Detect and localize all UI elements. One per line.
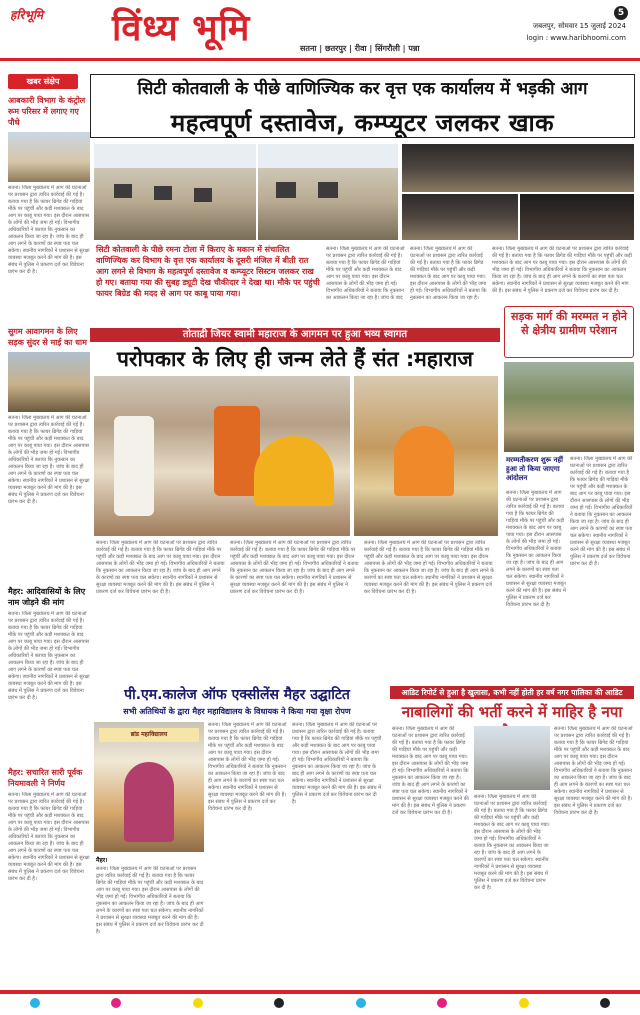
- college-inauguration-photo: [94, 722, 204, 852]
- sidebar-photo: [8, 352, 90, 412]
- sidebar-body: सतना। जिला मुख्यालय में आग की घटनाओं पर प्रशासन द्वारा त्वरित कार्रवाई की गई है। बताया गया है कि फायर ब्रिगेड की गाड़ियां मौके पर पहुंचीं और कड़ी मशक्कत के बाद आग पर काबू पाया गया। इस दौरान आसपास के लोगों की भीड़ जमा हो गई। विभागीय अधिकारियों ने बताया कि नुकसान का आकलन किया जा रहा है। जांच के बाद ही आग लगने के कारणों का स्पष्ट पता चल सकेगा। स्थानीय नागरिकों ने प्रशासन से सुरक्षा व्यवस्था मजबूत करने की मांग की है। इस संबंध में पुलिस ने प्रकरण दर्ज कर विवेचना प्रारंभ कर दी है।: [8, 611, 90, 701]
- brand-logo: हरिभूमि: [10, 8, 44, 22]
- edition-date: जबलपुर, सोमवार 15 जुलाई 2024: [532, 22, 626, 30]
- college-location: मैहर।: [96, 857, 108, 864]
- college-subheadline: सभी अतिथियों के द्वारा मैहर महाविद्यालय के विधायक ने किया गया वृक्षा रोपण: [123, 707, 351, 716]
- black-dot: [274, 998, 284, 1008]
- road-body: सतना। जिला मुख्यालय में आग की घटनाओं पर प्रशासन द्वारा त्वरित कार्रवाई की गई है। बताया गया है कि फायर ब्रिगेड की गाड़ियां मौके पर पहुंचीं और कड़ी मशक्कत के बाद आग पर काबू पाया गया। इस दौरान आसपास के लोगों की भीड़ जमा हो गई। विभागीय अधिकारियों ने बताया कि नुकसान का आकलन किया जा रहा है। जांच के बाद ही आग लगने के कारणों का स्पष्ट पता चल सकेगा। स्थानीय नागरिकों ने प्रशासन से सुरक्षा व्यवस्था मजबूत करने की मांग की है। इस संबंध में पुलिस ने प्रकरण दर्ज कर विवेचना प्रारंभ कर दी है।: [570, 456, 633, 567]
- audit-headline: नाबालिगों की भर्ती करने में माहिर है नपा: [401, 703, 623, 721]
- burnt-office-photo: [402, 194, 518, 240]
- college-photo-banner: ब्रांड महाविद्यालय: [99, 728, 199, 742]
- fire-building-photo: [258, 144, 398, 240]
- burnt-office-photo: [520, 194, 634, 240]
- sidebar-headline: आबकारी विभाग के कंट्रोल रूम परिसर में लगाए गए पौधे: [8, 96, 86, 127]
- damaged-road-photo: [504, 362, 634, 452]
- registration-marks: [0, 996, 640, 1010]
- sant-body: सतना। जिला मुख्यालय में आग की घटनाओं पर प्रशासन द्वारा त्वरित कार्रवाई की गई है। बताया गया है कि फायर ब्रिगेड की गाड़ियां मौके पर पहुंचीं और कड़ी मशक्कत के बाद आग पर काबू पाया गया। इस दौरान आसपास के लोगों की भीड़ जमा हो गई। विभागीय अधिकारियों ने बताया कि नुकसान का आकलन किया जा रहा है। जांच के बाद ही आग लगने के कारणों का स्पष्ट पता चल सकेगा। स्थानीय नागरिकों ने प्रशासन से सुरक्षा व्यवस्था मजबूत करने की मांग की है। इस संबंध में पुलिस ने प्रकरण दर्ज कर विवेचना प्रारंभ कर दी है।: [230, 540, 359, 595]
- website-link[interactable]: login : www.haribhoomi.com: [526, 34, 626, 42]
- sant-headline: परोपकार के लिए ही जन्म लेते हैं संत :महाराज: [116, 347, 474, 371]
- magenta-dot: [111, 998, 121, 1008]
- road-body: सतना। जिला मुख्यालय में आग की घटनाओं पर प्रशासन द्वारा त्वरित कार्रवाई की गई है। बताया गया है कि फायर ब्रिगेड की गाड़ियां मौके पर पहुंचीं और कड़ी मशक्कत के बाद आग पर काबू पाया गया। इस दौरान आसपास के लोगों की भीड़ जमा हो गई। विभागीय अधिकारियों ने बताया कि नुकसान का आकलन किया जा रहा है। जांच के बाद ही आग लगने के कारणों का स्पष्ट पता चल सकेगा। स्थानीय नागरिकों ने प्रशासन से सुरक्षा व्यवस्था मजबूत करने की मांग की है। इस संबंध में पुलिस ने प्रकरण दर्ज कर विवेचना प्रारंभ कर दी है।: [506, 490, 566, 608]
- audit-kicker: आडिट रिपोर्ट से हुआ है खुलासा, कभी नहीं होती हर वर्ष नगर पालिका की आडिट: [390, 686, 634, 699]
- lead-photo-caption: सिटी कोतवाली के पीछे रमना टोला में किराए के मकान में संचालित वाणिज्यिक कर विभाग के वृत्त एक कार्यालय के दूसरी मंजिल में बीती रात आग लगने से विभाग के महत्वपूर्ण दस्तावेज व कम्प्यूटर सिस्टम जलकर राख हो गए। बताया गया की सुबह ड्यूटी देख चौकीदार ने देखा था। मौके पर पहुंची फायर बिग्रेड की मदद से आग पर काबू पाया गया।: [96, 245, 320, 298]
- magenta-dot: [437, 998, 447, 1008]
- fire-building-photo: [94, 144, 256, 240]
- masthead-divider: [0, 58, 640, 61]
- sant-puja-photo: [354, 376, 498, 536]
- cyan-dot: [356, 998, 366, 1008]
- page-number: 5: [614, 6, 628, 20]
- sant-body: सतना। जिला मुख्यालय में आग की घटनाओं पर प्रशासन द्वारा त्वरित कार्रवाई की गई है। बताया गया है कि फायर ब्रिगेड की गाड़ियां मौके पर पहुंचीं और कड़ी मशक्कत के बाद आग पर काबू पाया गया। इस दौरान आसपास के लोगों की भीड़ जमा हो गई। विभागीय अधिकारियों ने बताया कि नुकसान का आकलन किया जा रहा है। जांच के बाद ही आग लगने के कारणों का स्पष्ट पता चल सकेगा। स्थानीय नागरिकों ने प्रशासन से सुरक्षा व्यवस्था मजबूत करने की मांग की है। इस संबंध में पुलिस ने प्रकरण दर्ज कर विवेचना प्रारंभ कर दी है।: [96, 540, 225, 595]
- audit-body: सतना। जिला मुख्यालय में आग की घटनाओं पर प्रशासन द्वारा त्वरित कार्रवाई की गई है। बताया गया है कि फायर ब्रिगेड की गाड़ियां मौके पर पहुंचीं और कड़ी मशक्कत के बाद आग पर काबू पाया गया। इस दौरान आसपास के लोगों की भीड़ जमा हो गई। विभागीय अधिकारियों ने बताया कि नुकसान का आकलन किया जा रहा है। जांच के बाद ही आग लगने के कारणों का स्पष्ट पता चल सकेगा। स्थानीय नागरिकों ने प्रशासन से सुरक्षा व्यवस्था मजबूत करने की मांग की है। इस संबंध में पुलिस ने प्रकरण दर्ज कर विवेचना प्रारंभ कर दी है।: [392, 726, 469, 816]
- lead-body: सतना। जिला मुख्यालय में आग की घटनाओं पर प्रशासन द्वारा त्वरित कार्रवाई की गई है। बताया गया है कि फायर ब्रिगेड की गाड़ियां मौके पर पहुंचीं और कड़ी मशक्कत के बाद आग पर काबू पाया गया। इस दौरान आसपास के लोगों की भीड़ जमा हो गई। विभागीय अधिकारियों ने बताया कि नुकसान का आकलन किया जा रहा है। जांच के बाद: [326, 246, 405, 300]
- college-body: सतना। जिला मुख्यालय में आग की घटनाओं पर प्रशासन द्वारा त्वरित कार्रवाई की गई है। बताया गया है कि फायर ब्रिगेड की गाड़ियां मौके पर पहुंचीं और कड़ी मशक्कत के बाद आग पर काबू पाया गया। इस दौरान आसपास के लोगों की भीड़ जमा हो गई। विभागीय अधिकारियों ने बताया कि नुकसान का आकलन किया जा रहा है। जांच के बाद ही आग लगने के कारणों का स्पष्ट पता चल सकेगा। स्थानीय नागरिकों ने प्रशासन से सुरक्षा व्यवस्था मजबूत करने की मांग की है। इस संबंध में पुलिस ने प्रकरण दर्ज कर विवेचना प्रारंभ कर दी है।: [292, 722, 382, 805]
- sidebar-body: सतना। जिला मुख्यालय में आग की घटनाओं पर प्रशासन द्वारा त्वरित कार्रवाई की गई है। बताया गया है कि फायर ब्रिगेड की गाड़ियां मौके पर पहुंचीं और कड़ी मशक्कत के बाद आग पर काबू पाया गया। इस दौरान आसपास के लोगों की भीड़ जमा हो गई। विभागीय अधिकारियों ने बताया कि नुकसान का आकलन किया जा रहा है। जांच के बाद ही आग लगने के कारणों का स्पष्ट पता चल सकेगा। स्थानीय नागरिकों ने प्रशासन से सुरक्षा व्यवस्था मजबूत करने की मांग की है। इस संबंध में पुलिस ने प्रकरण दर्ज कर विवेचना प्रारंभ कर दी है।: [8, 792, 90, 882]
- college-body: सतना। जिला मुख्यालय में आग की घटनाओं पर प्रशासन द्वारा त्वरित कार्रवाई की गई है। बताया गया है कि फायर ब्रिगेड की गाड़ियां मौके पर पहुंचीं और कड़ी मशक्कत के बाद आग पर काबू पाया गया। इस दौरान आसपास के लोगों की भीड़ जमा हो गई। विभागीय अधिकारियों ने बताया कि नुकसान का आकलन किया जा रहा है। जांच के बाद ही आग लगने के कारणों का स्पष्ट पता चल सकेगा। स्थानीय नागरिकों ने प्रशासन से सुरक्षा व्यवस्था मजबूत करने की मांग की है। इस संबंध में पुलिस ने प्रकरण दर्ज कर विवेचना प्रारंभ कर दी है।: [96, 866, 204, 935]
- sidebar-photo: [8, 132, 90, 182]
- sidebar-headline: मैहर: आदिवासियों के लिए नाम जोड़ने की मांग: [8, 587, 86, 607]
- edition-cities: सतना | छतरपुर | रीवा | सिंगरौली | पन्ना: [300, 44, 420, 53]
- road-headline: सड़क मार्ग की मरम्मत न होने से क्षेत्रीय ग्रामीण परेशान: [511, 310, 627, 337]
- sidebar-headline: मैहर: सचारित सारी पूर्वक नियमावली ने निर्णय: [8, 768, 83, 788]
- yellow-dot: [519, 998, 529, 1008]
- black-dot: [600, 998, 610, 1008]
- lead-body: सतना। जिला मुख्यालय में आग की घटनाओं पर प्रशासन द्वारा त्वरित कार्रवाई की गई है। बताया गया है कि फायर ब्रिगेड की गाड़ियां मौके पर पहुंचीं और कड़ी मशक्कत के बाद आग पर काबू पाया गया। इस दौरान आसपास के लोगों की भीड़ जमा हो गई। विभागीय अधिकारियों ने बताया कि नुकसान का आकलन किया जा रहा है। जांच के बाद ही आग लगने के कारणों का स्पष्ट पता चल सकेगा। स्थानीय नागरिकों ने प्रशासन से सुरक्षा व्यवस्था मजबूत करने की मांग की है। इस संबंध में पुलिस ने प्रकरण दर्ज कर विवेचना प्रारंभ कर दी है।: [492, 246, 632, 294]
- road-subhead: मरम्मतीकरण शुरू नहीं हुआ तो किया जाएगा आंदोलन: [506, 456, 563, 482]
- sidebar-body: सतना। जिला मुख्यालय में आग की घटनाओं पर प्रशासन द्वारा त्वरित कार्रवाई की गई है। बताया गया है कि फायर ब्रिगेड की गाड़ियां मौके पर पहुंचीं और कड़ी मशक्कत के बाद आग पर काबू पाया गया। इस दौरान आसपास के लोगों की भीड़ जमा हो गई। विभागीय अधिकारियों ने बताया कि नुकसान का आकलन किया जा रहा है। जांच के बाद ही आग लगने के कारणों का स्पष्ट पता चल सकेगा। स्थानीय नागरिकों ने प्रशासन से सुरक्षा व्यवस्था मजबूत करने की मांग की है। इस संबंध में पुलिस ने प्रकरण दर्ज कर विवेचना प्रारंभ कर दी है।: [8, 415, 90, 505]
- sant-welcome-photo: [94, 376, 350, 536]
- lead-kicker: सिटी कोतवाली के पीछे वाणिज्यिक कर वृत्त एक कार्यालय में भड़की आग: [137, 79, 588, 99]
- cyan-dot: [30, 998, 40, 1008]
- audit-body: सतना। जिला मुख्यालय में आग की घटनाओं पर प्रशासन द्वारा त्वरित कार्रवाई की गई है। बताया गया है कि फायर ब्रिगेड की गाड़ियां मौके पर पहुंचीं और कड़ी मशक्कत के बाद आग पर काबू पाया गया। इस दौरान आसपास के लोगों की भीड़ जमा हो गई। विभागीय अधिकारियों ने बताया कि नुकसान का आकलन किया जा रहा है। जांच के बाद ही आग लगने के कारणों का स्पष्ट पता चल सकेगा। स्थानीय नागरिकों ने प्रशासन से सुरक्षा व्यवस्था मजबूत करने की मांग की है। इस संबंध में पुलिस ने प्रकरण दर्ज कर विवेचना प्रारंभ कर दी है।: [554, 726, 633, 816]
- yellow-dot: [193, 998, 203, 1008]
- college-headline: पी.एम.कालेज ऑफ एक्सीलेंस मैहर उद्घाटित: [124, 687, 350, 703]
- footer-rule: [0, 990, 640, 994]
- sidebar-headline: सुगम आवागमन के लिए सड़क सुंदर से माई का धाम: [8, 327, 87, 347]
- page-title: विंध्य भूमि: [112, 7, 251, 49]
- news-brief-sidebar: [8, 74, 90, 984]
- lead-body: सतना। जिला मुख्यालय में आग की घटनाओं पर प्रशासन द्वारा त्वरित कार्रवाई की गई है। बताया गया है कि फायर ब्रिगेड की गाड़ियां मौके पर पहुंचीं और कड़ी मशक्कत के बाद आग पर काबू पाया गया। इस दौरान आसपास के लोगों की भीड़ जमा हो गई। विभागीय अधिकारियों ने बताया कि नुकसान का आकलन किया जा रहा है।: [410, 246, 487, 300]
- sidebar-tag: खबर संक्षेप: [8, 74, 78, 89]
- municipal-office-photo: [474, 726, 550, 790]
- sant-body: सतना। जिला मुख्यालय में आग की घटनाओं पर प्रशासन द्वारा त्वरित कार्रवाई की गई है। बताया गया है कि फायर ब्रिगेड की गाड़ियां मौके पर पहुंचीं और कड़ी मशक्कत के बाद आग पर काबू पाया गया। इस दौरान आसपास के लोगों की भीड़ जमा हो गई। विभागीय अधिकारियों ने बताया कि नुकसान का आकलन किया जा रहा है। जांच के बाद ही आग लगने के कारणों का स्पष्ट पता चल सकेगा। स्थानीय नागरिकों ने प्रशासन से सुरक्षा व्यवस्था मजबूत करने की मांग की है। इस संबंध में पुलिस ने प्रकरण दर्ज कर विवेचना प्रारंभ कर दी है।: [364, 540, 495, 595]
- burnt-office-photo: [402, 144, 634, 192]
- sidebar-body: सतना। जिला मुख्यालय में आग की घटनाओं पर प्रशासन द्वारा त्वरित कार्रवाई की गई है। बताया गया है कि फायर ब्रिगेड की गाड़ियां मौके पर पहुंचीं और कड़ी मशक्कत के बाद आग पर काबू पाया गया। इस दौरान आसपास के लोगों की भीड़ जमा हो गई। विभागीय अधिकारियों ने बताया कि नुकसान का आकलन किया जा रहा है। जांच के बाद ही आग लगने के कारणों का स्पष्ट पता चल सकेगा। स्थानीय नागरिकों ने प्रशासन से सुरक्षा व्यवस्था मजबूत करने की मांग की है। इस संबंध में पुलिस ने प्रकरण दर्ज कर विवेचना प्रारंभ कर दी है।: [8, 185, 90, 275]
- lead-headline: महत्वपूर्ण दस्तावेज, कम्प्यूटर जलकर खाक: [170, 109, 555, 137]
- audit-body: सतना। जिला मुख्यालय में आग की घटनाओं पर प्रशासन द्वारा त्वरित कार्रवाई की गई है। बताया गया है कि फायर ब्रिगेड की गाड़ियां मौके पर पहुंचीं और कड़ी मशक्कत के बाद आग पर काबू पाया गया। इस दौरान आसपास के लोगों की भीड़ जमा हो गई। विभागीय अधिकारियों ने बताया कि नुकसान का आकलन किया जा रहा है। जांच के बाद ही आग लगने के कारणों का स्पष्ट पता चल सकेगा। स्थानीय नागरिकों ने प्रशासन से सुरक्षा व्यवस्था मजबूत करने की मांग की है। इस संबंध में पुलिस ने प्रकरण दर्ज कर विवेचना प्रारंभ कर दी है।: [474, 794, 550, 891]
- sant-kicker: तोताद्री जियर स्वामी महाराज के आगमन पर हुआ भव्य स्वागत: [90, 328, 500, 342]
- college-body: सतना। जिला मुख्यालय में आग की घटनाओं पर प्रशासन द्वारा त्वरित कार्रवाई की गई है। बताया गया है कि फायर ब्रिगेड की गाड़ियां मौके पर पहुंचीं और कड़ी मशक्कत के बाद आग पर काबू पाया गया। इस दौरान आसपास के लोगों की भीड़ जमा हो गई। विभागीय अधिकारियों ने बताया कि नुकसान का आकलन किया जा रहा है। जांच के बाद ही आग लगने के कारणों का स्पष्ट पता चल सकेगा। स्थानीय नागरिकों ने प्रशासन से सुरक्षा व्यवस्था मजबूत करने की मांग की है। इस संबंध में पुलिस ने प्रकरण दर्ज कर विवेचना प्रारंभ कर दी है।: [208, 722, 287, 812]
